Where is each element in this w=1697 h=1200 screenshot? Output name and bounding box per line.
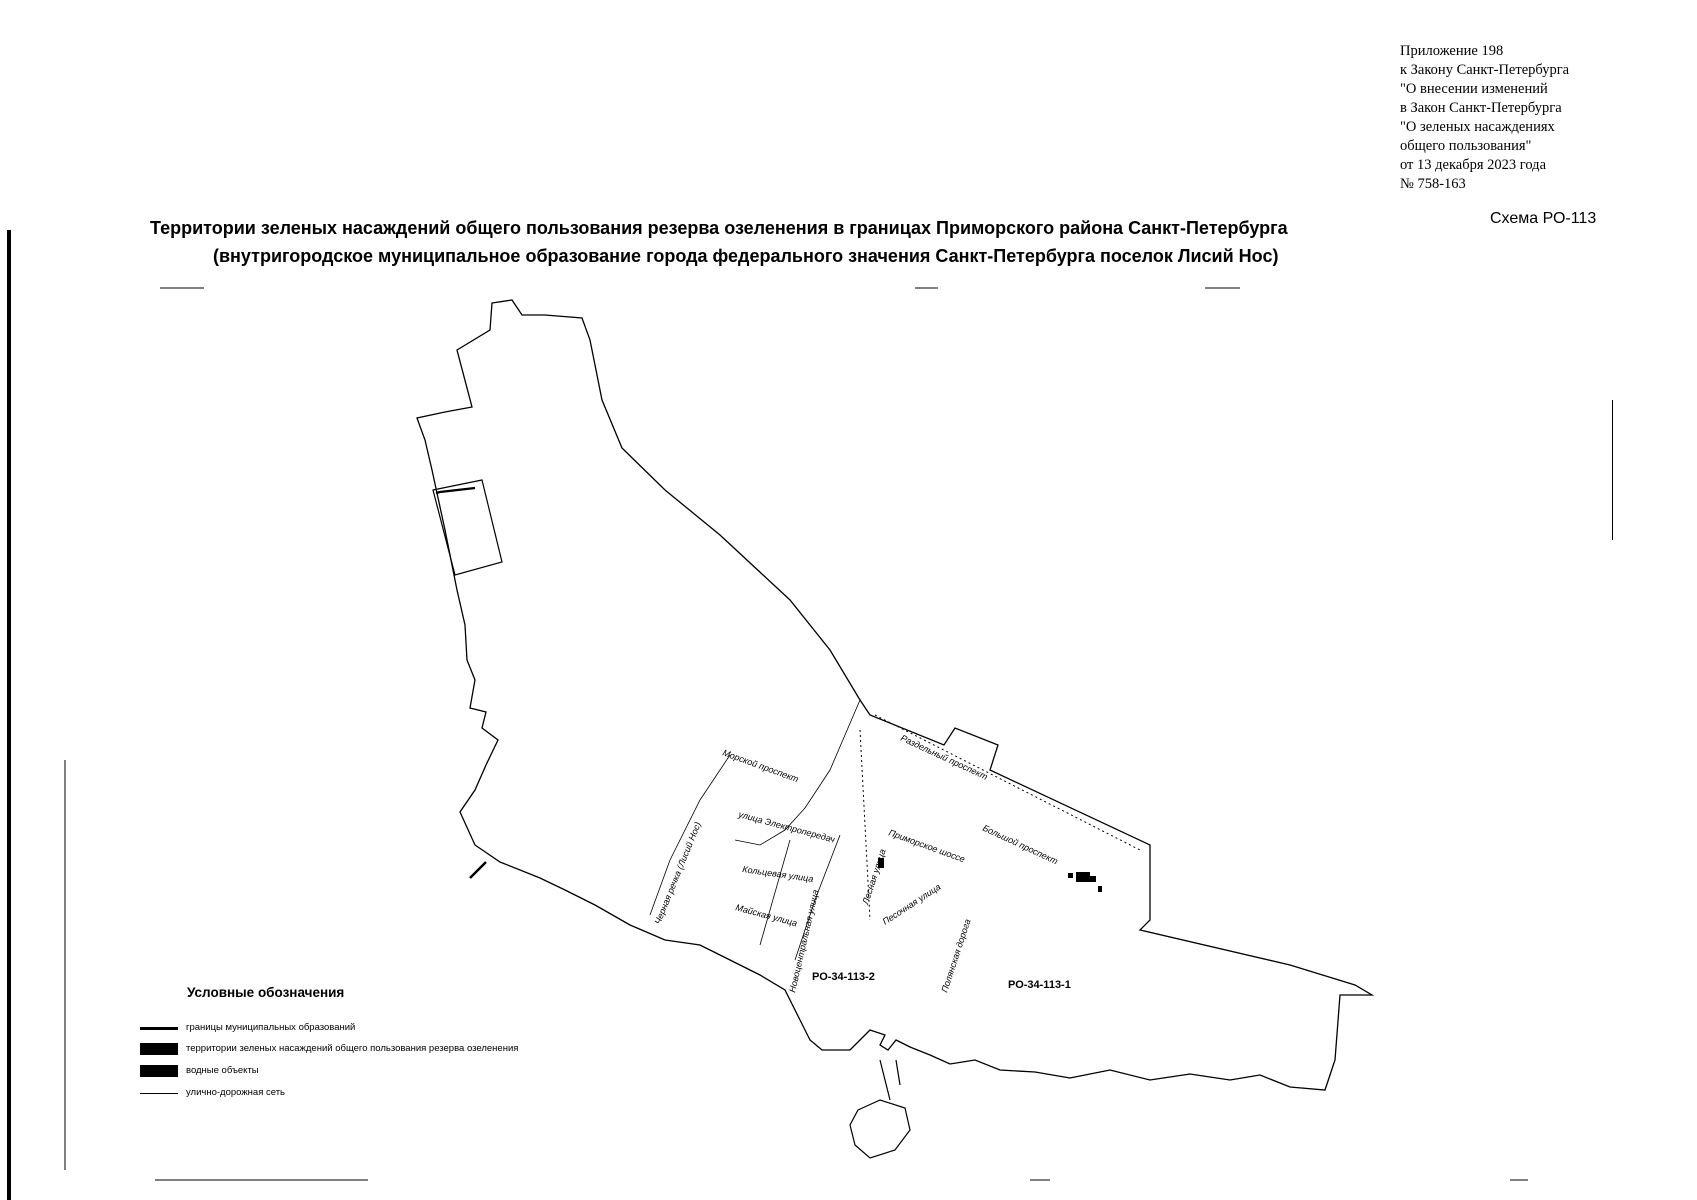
legend-title: Условные обозначения: [187, 985, 345, 1000]
legend-item-label: улично-дорожная сеть: [186, 1087, 286, 1098]
legend-item-label: территории зеленых насаждений общего пользования резерва озеленения: [186, 1043, 519, 1054]
legend-greenery-symbol: [140, 1043, 178, 1055]
zone-label-1: РО-34-113-1: [1008, 979, 1071, 991]
street-label-morskoy: Морской проспект: [721, 747, 800, 785]
street-label-novotsentralnaya: Новоцентральная улица: [787, 888, 821, 994]
annex-line: к Закону Санкт-Петербурга: [1400, 62, 1570, 78]
street-label-mayskaya: Майская улица: [734, 902, 799, 929]
municipal-boundary: [417, 300, 1372, 1090]
street-label-koltsevaya: Кольцевая улица: [741, 864, 815, 884]
street-label-chernaya-rechka: Черная речка (Лисий Нос): [652, 820, 703, 926]
street-label-bolshoy: Большой проспект: [981, 822, 1060, 867]
street-label-pesochnaya: Песочная улица: [880, 881, 943, 927]
legend-item-water: [140, 1065, 540, 1077]
annex-line: "О внесении изменений: [1400, 81, 1548, 97]
legend-boundary-symbol: [140, 1027, 178, 1030]
legend-item-label: границы муниципальных образований: [186, 1022, 356, 1033]
legend-item-boundary: [140, 1022, 540, 1033]
coast-segment: [470, 862, 486, 878]
legend-item-roads: [140, 1087, 540, 1098]
street-label-polyanskaya: Полянская дорога: [939, 917, 973, 994]
spit: [880, 1060, 900, 1100]
legend-water-symbol: [140, 1065, 178, 1077]
annex-line: общего пользования": [1400, 138, 1532, 154]
legend: [140, 985, 540, 1108]
map-title-line-1: Территории зеленых насаждений общего пользования резерва озеленения в границах Приморского района Санкт-Петербурга: [150, 218, 1288, 238]
legend-item-greenery: [140, 1043, 540, 1055]
annex-line: в Закон Санкт-Петербурга: [1400, 100, 1562, 116]
annex-line: "О зеленых насаждениях: [1400, 119, 1555, 135]
street-label-primorskoe: Приморское шоссе: [887, 827, 967, 865]
annex-line: Приложение 198: [1400, 43, 1504, 59]
street-label-razdelny: Раздельный проспект: [899, 732, 990, 782]
annex-line: от 13 декабря 2023 года: [1400, 157, 1546, 173]
legend-roads-symbol: [140, 1093, 178, 1094]
annex-line: № 758-163: [1400, 176, 1466, 192]
island: [850, 1100, 910, 1158]
street-label-lesnaya: Лесная улица: [860, 847, 888, 906]
scheme-label: Схема РО-113: [1490, 210, 1597, 227]
map-title-line-2: (внутригородское муниципальное образование города федерального значения Санкт-Петербурга поселок Лисий Нос): [213, 246, 1279, 266]
zone-label-2: РО-34-113-2: [812, 971, 875, 983]
street-label-elektroperedach: улица Электропередач: [737, 809, 836, 845]
legend-item-label: водные объекты: [186, 1065, 259, 1076]
